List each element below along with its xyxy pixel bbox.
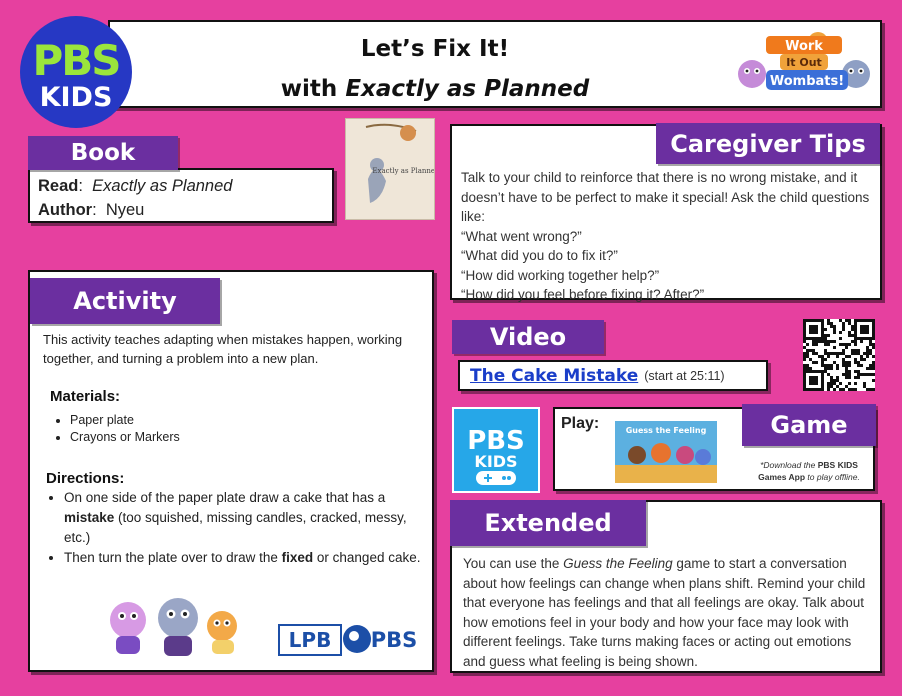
wombat-characters-illustration (104, 594, 244, 662)
direction-text: (too squished, missing candles, cracked, messy, etc.) (64, 510, 407, 545)
book-author-line: Author: Nyeu (38, 201, 145, 219)
book-cover-image (345, 118, 435, 220)
direction-text: Then turn the plate over to draw the (64, 550, 282, 565)
material-item: • Crayons or Markers (70, 429, 180, 446)
book-read-line: Read: Exactly as Planned (38, 177, 233, 195)
materials-heading-text: Materials (50, 388, 116, 405)
book-heading: Book (28, 136, 178, 170)
app-logo-kids: KIDS (474, 452, 518, 471)
extended-text-part: game to start a conversation about how feelings can change when plans shift. Remind your child that everyone has feelings and that all feelings are okay. Talk about how emotions feel in your body and how your face may look with different feelings. Take turns making faces or acting out emotions and guess what feeling is being shown. (463, 556, 866, 669)
pbs-logo-text: PBS (370, 628, 418, 652)
caregiver-intro: Talk to your child to reinforce that there is no wrong mistake, and it doesn’t have to be perfect to make it special! Ask the child questions like: (461, 170, 870, 224)
direction-emphasis: fixed (281, 550, 314, 565)
materials-heading: Materials: (50, 388, 121, 405)
direction-item (64, 488, 434, 548)
book-cover-title: Exactly as Planned (372, 167, 434, 175)
wombats-logo-line2: It Out (786, 56, 822, 69)
note-app-name: PBS KIDS Games App (758, 460, 858, 482)
wombats-logo-line3: Wombats! (769, 74, 845, 89)
read-label: Read (38, 177, 79, 195)
book-title: Exactly as Planned (92, 177, 233, 195)
guess-the-feeling-thumbnail[interactable] (615, 421, 717, 483)
extended-game-name: Guess the Feeling (563, 556, 673, 571)
book-panel (28, 168, 334, 223)
directions-heading: Directions: (46, 470, 125, 487)
logo-pbs-text: PBS (32, 36, 120, 85)
extended-text-part: You can use the (463, 556, 564, 571)
pbs-kids-logo (20, 16, 132, 128)
author-name: Nyeu (105, 201, 145, 219)
pbs-kids-games-app-icon[interactable] (452, 407, 540, 493)
caregiver-question: “How did you feel before fixing it? After?” (461, 287, 705, 302)
materials-list (52, 412, 180, 446)
directions-heading-text: Directions (46, 470, 120, 487)
direction-text: or changed cake. (313, 550, 421, 565)
wombats-logo-line1: Work (785, 39, 823, 54)
direction-item (64, 548, 434, 568)
directions-list (46, 488, 434, 568)
video-link[interactable]: The Cake Mistake (470, 365, 639, 386)
note-text: to play offline. (805, 472, 860, 482)
activity-panel (28, 270, 434, 672)
subtitle-prefix: with (280, 76, 346, 102)
note-text: *Download the (760, 460, 818, 470)
caregiver-question: “What went wrong?” (461, 228, 582, 244)
game-heading: Game (742, 404, 876, 446)
direction-emphasis: mistake (64, 510, 115, 525)
pbs-logo (342, 622, 422, 656)
caregiver-question: “How did working together help?” (461, 267, 660, 283)
caregiver-tips-heading: Caregiver Tips (656, 123, 880, 164)
direction-text: On one side of the paper plate draw a cake that has a (64, 490, 386, 505)
extended-heading: Extended (450, 500, 646, 546)
material-item: • Paper plate (70, 412, 180, 429)
video-heading: Video (452, 320, 604, 354)
caregiver-tips-text (461, 168, 871, 305)
app-logo-pbs: PBS (467, 426, 525, 456)
subtitle-book-title: Exactly as Planned (345, 76, 590, 102)
play-label: Play: (561, 415, 600, 432)
caregiver-question: “What did you do to fix it?” (461, 248, 618, 263)
extended-text (463, 554, 871, 671)
page-subtitle (110, 76, 760, 102)
play-label-text: Play (561, 415, 594, 432)
logo-kids-text: KIDS (39, 82, 113, 113)
video-panel (458, 360, 768, 391)
lpb-logo: LPB (278, 624, 342, 656)
game-thumbnail-title: Guess the Feeling (625, 426, 707, 435)
activity-intro: This activity teaches adapting when mistakes happen, working together, and turning a problem into a new plan. (43, 332, 403, 366)
author-label: Author (38, 201, 93, 219)
page-title: Let’s Fix It! (360, 36, 510, 62)
game-download-note (745, 459, 873, 483)
qr-code[interactable] (803, 319, 875, 391)
activity-heading: Activity (30, 278, 220, 324)
work-it-out-wombats-logo (736, 30, 874, 100)
video-start-note: (start at 25:11) (644, 368, 725, 383)
